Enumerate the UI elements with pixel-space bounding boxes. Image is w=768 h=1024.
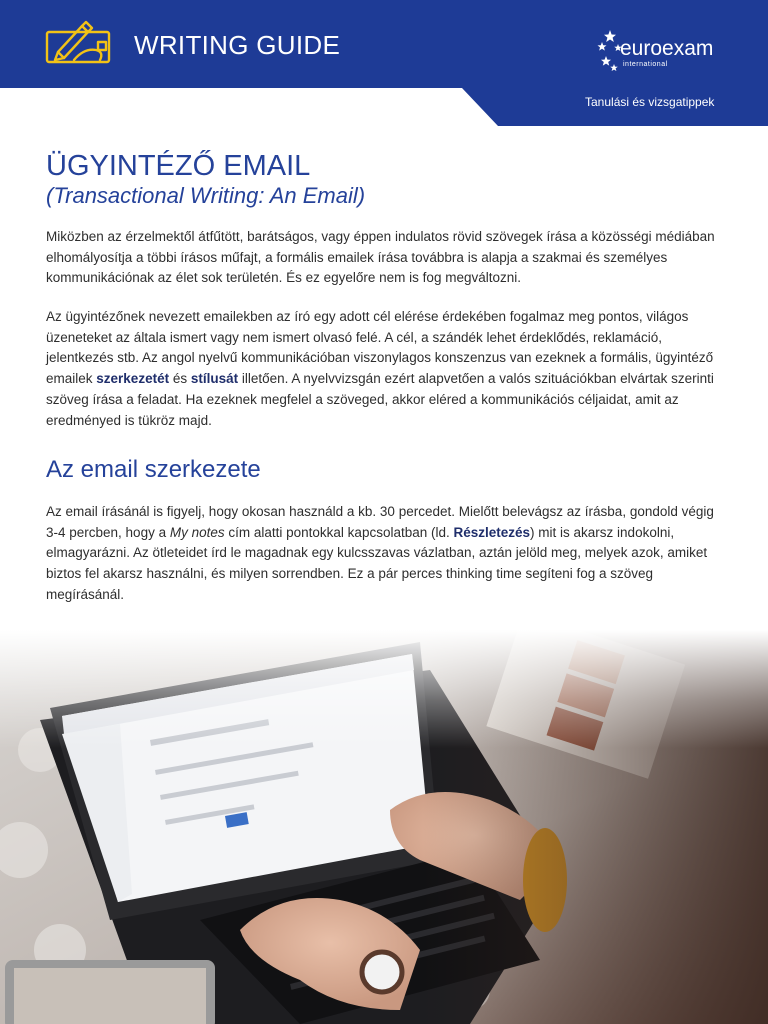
text-run: Az ügyintézőnek nevezett emailekben az író egy adott cél elérése érdekében fogalmaz meg pontos, világos üzeneteket az általa ismert vagy nem ismert olvasó felé. A cél, a szándék lehet érdeklődés, reklamáció, jelentkezés stb. Az angol nyelvű kommunikációban viszonylagos konszenzus van ezeknek a formális, ügyintéző emailek	[46, 309, 714, 387]
text-run: ) mit is akarsz indokolni, elmagyarázni. Az ötleteidet írd le magadnak egy kulcsszavas vázlatban, aztán jelöld meg, melyek azok, amiket biztos fel akarsz használni, és milyen sorrendben. Ez a pár perces thinking time segíteni fog a szöveg megírásánál.	[46, 524, 708, 602]
emphasis-details: Részletezés	[453, 524, 531, 540]
page-subtitle: (Transactional Writing: An Email)	[46, 183, 366, 208]
guide-title: WRITING GUIDE	[134, 30, 341, 60]
page-title: ÜGYINTÉZŐ EMAIL	[46, 150, 311, 182]
body-paragraph	[46, 307, 726, 431]
brand-name: euroexam	[620, 37, 714, 60]
header-banner	[0, 0, 768, 126]
italic-term: My notes	[169, 524, 225, 540]
emphasis-structure: szerkezetét	[96, 371, 170, 387]
tagline: Tanulási és vizsgatippek	[585, 95, 715, 109]
writing-hand-icon	[44, 20, 114, 66]
emphasis-style: stílusát	[190, 371, 239, 387]
laptop-typing-photo	[0, 630, 768, 1024]
section-paragraph	[46, 502, 726, 606]
section-heading: Az email szerkezete	[46, 456, 261, 483]
intro-paragraph: Miközben az érzelmektől átfűtött, barátságos, vagy éppen indulatos rövid szövegek írása a közösségi médiában elhomályosítja a többi írásos műfajt, a formális emailek írása továbbra is alapja a szakmai és személyes kommunikációnak az élet sok területén. És ez egyelőre nem is fog megváltozni.	[46, 229, 715, 286]
text-run: illetően. A nyelvvizsgán ezért alapvetően a valós szituációkban elvártak szerinti szöveg írása a feladat. Ha ezeknek megfelel a szöveged, akkor eléred a kommunikációs céljaidat, amit az eredményed is tükröz majd.	[46, 371, 714, 428]
text-run: és	[169, 371, 191, 387]
text-run: Az email írásánál is figyelj, hogy okosan használd a kb. 30 percedet. Mielőtt belevágsz az írásba, gondold végig 3-4 percben, hogy a	[46, 504, 714, 540]
brand-subtitle: international	[623, 61, 668, 68]
text-run: cím alatti pontokkal kapcsolatban (ld.	[224, 524, 454, 540]
